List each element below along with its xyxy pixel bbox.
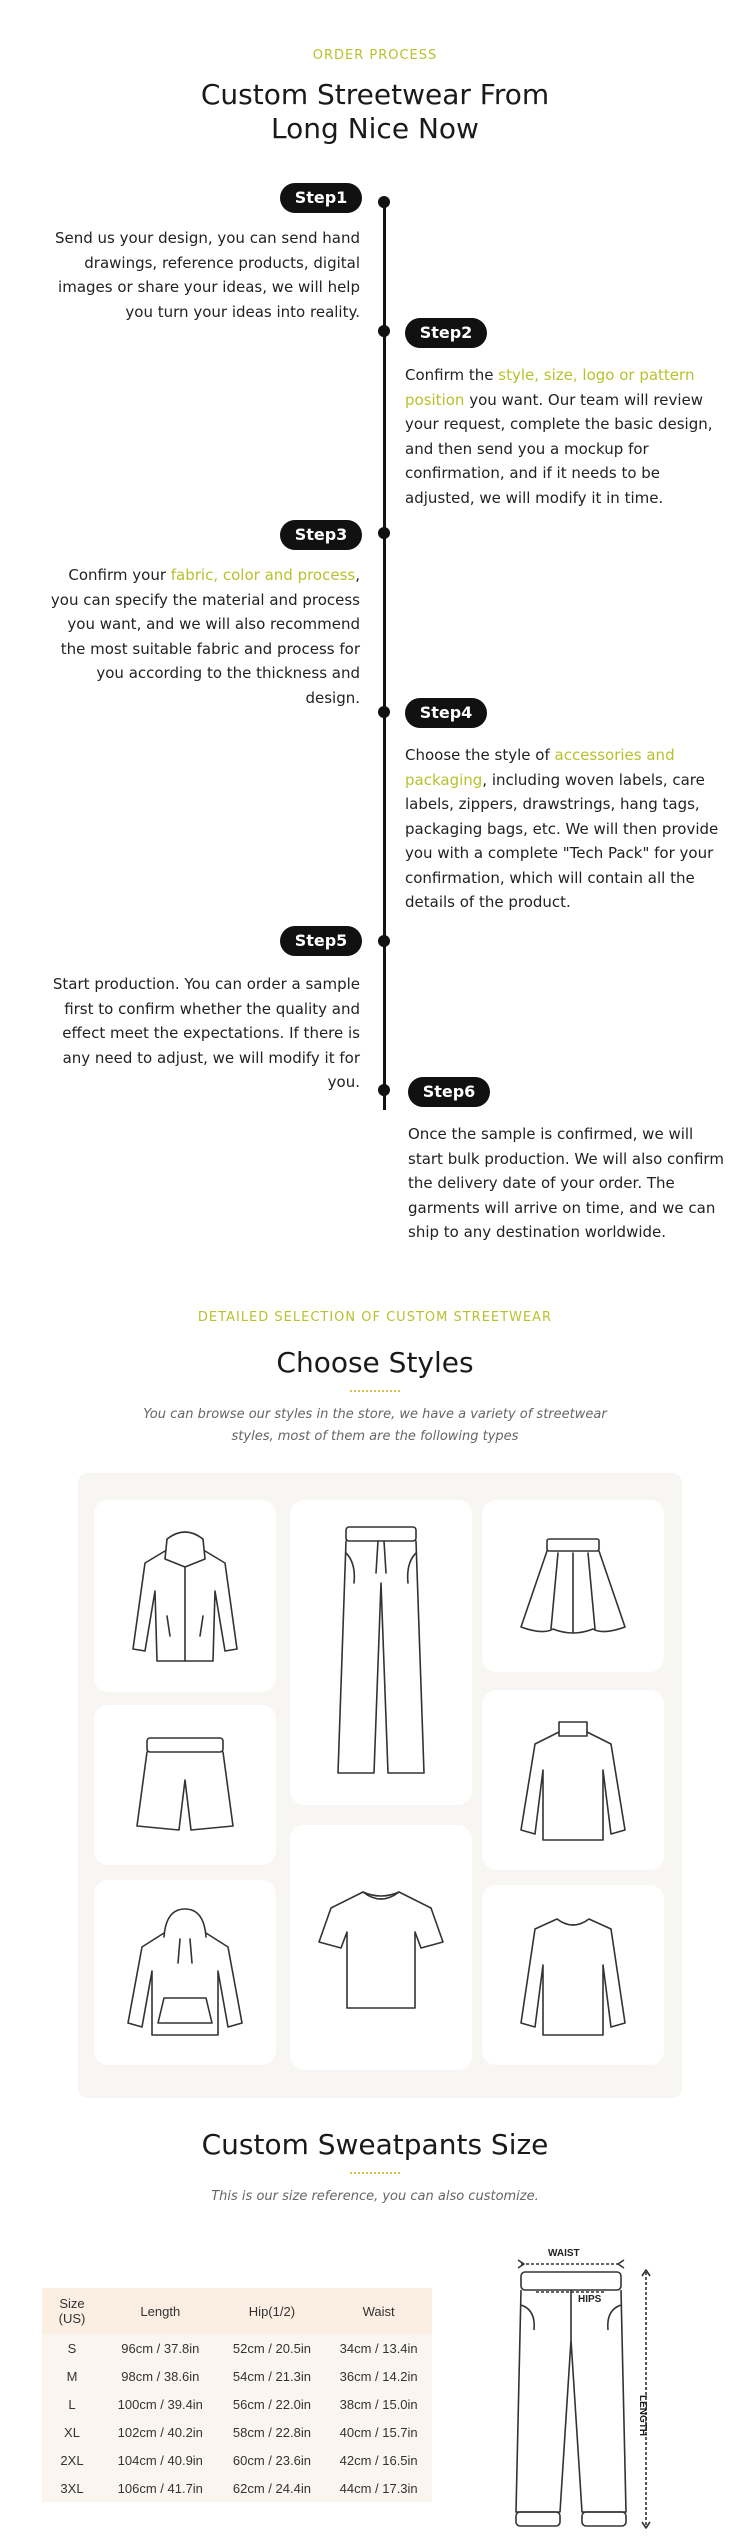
step-4-badge: Step4	[405, 698, 487, 728]
styles-eyebrow: DETAILED SELECTION OF CUSTOM STREETWEAR	[197, 1310, 553, 1325]
step-1-badge: Step1	[280, 183, 362, 213]
order-process-eyebrow: ORDER PROCESS	[312, 48, 438, 63]
cell-size: 2XL	[42, 2446, 102, 2474]
title-divider	[350, 1390, 400, 1392]
step-2-badge: Step2	[405, 318, 487, 348]
title-divider	[350, 2172, 400, 2174]
style-card-sweatpants[interactable]	[290, 1500, 472, 1805]
step-6-badge: Step6	[408, 1077, 490, 1107]
step-text-highlight: style, size, logo or pattern position	[405, 366, 695, 409]
sweatpants-measure-figure	[496, 2250, 686, 2544]
step-text-segment: you want. Our team will review your request, complete the basic design, and then send you a mockup for confirmation, and if it needs to be adjusted, we will modify it in time.	[405, 390, 713, 507]
size-table	[42, 2288, 432, 2502]
step-4-text	[405, 743, 725, 915]
tshirt-icon	[311, 1878, 451, 2018]
step-text-segment: Confirm your	[68, 566, 171, 584]
step-text-segment: , you can specify the material and process you want, and we will also recommend the most suitable fabric and process for you according to the thickness and design.	[50, 566, 360, 707]
table-row	[42, 2362, 432, 2390]
cell-length: 96cm / 37.8in	[102, 2334, 219, 2362]
style-card-tshirt[interactable]	[290, 1825, 472, 2070]
title-line-1: Custom Streetwear From	[200, 78, 550, 111]
zip-hoodie-icon	[125, 1521, 245, 1671]
step-text-segment: Once the sample is confirmed, we will start bulk production. We will also confirm the delivery date of your order. The garments will arrive on time, and we can ship to any destination worldwide.	[408, 1125, 724, 1241]
timeline-dot	[378, 196, 390, 208]
table-row	[42, 2446, 432, 2474]
cell-length: 104cm / 40.9in	[102, 2446, 219, 2474]
cell-hip: 60cm / 23.6in	[219, 2446, 326, 2474]
length-label: LENGTH	[637, 2395, 648, 2437]
style-card-sweatshirt[interactable]	[482, 1690, 664, 1870]
cell-waist: 34cm / 13.4in	[325, 2334, 432, 2362]
cell-size: M	[42, 2362, 102, 2390]
style-card-skirt[interactable]	[482, 1500, 664, 1672]
size-subtitle: This is our size reference, you can also customize.	[211, 2189, 539, 2204]
step-text-segment: Send us your design, you can send hand drawings, reference products, digital images or share your ideas, we will help you turn your ideas into reality.	[54, 229, 360, 321]
step-5-badge: Step5	[280, 926, 362, 956]
cell-waist: 36cm / 14.2in	[325, 2362, 432, 2390]
cell-length: 102cm / 40.2in	[102, 2418, 219, 2446]
cell-waist: 44cm / 17.3in	[325, 2474, 432, 2502]
order-process-title	[0, 78, 750, 146]
col-header-hip: Hip(1/2)	[219, 2288, 326, 2334]
timeline-dot	[378, 325, 390, 337]
waist-label: WAIST	[548, 2248, 580, 2259]
cell-hip: 58cm / 22.8in	[219, 2418, 326, 2446]
styles-title: Choose Styles	[276, 1346, 474, 1379]
style-card-long-sleeve-tee[interactable]	[482, 1885, 664, 2065]
table-row	[42, 2474, 432, 2502]
col-header-size	[42, 2288, 102, 2334]
step-text-segment: Start production. You can order a sample first to confirm whether the quality and effect meet the expectations. If there is any need to adjust, we will modify it for you.	[52, 975, 360, 1091]
step-2-text	[405, 363, 725, 510]
col-header-waist: Waist	[325, 2288, 432, 2334]
size-table-header-row	[42, 2288, 432, 2334]
timeline-dot	[378, 935, 390, 947]
cell-size: XL	[42, 2418, 102, 2446]
step-3-text	[40, 563, 360, 710]
table-row	[42, 2334, 432, 2362]
step-5-text	[40, 972, 360, 1095]
step-text-highlight: fabric, color and process	[170, 566, 356, 584]
cell-length: 106cm / 41.7in	[102, 2474, 219, 2502]
styles-subtitle: You can browse our styles in the store, we have a variety of streetwear styles, most of them are the following types	[143, 1407, 607, 1444]
skirt-icon	[513, 1531, 633, 1641]
style-card-pullover-hoodie[interactable]	[94, 1880, 276, 2065]
cell-hip: 52cm / 20.5in	[219, 2334, 326, 2362]
table-row	[42, 2418, 432, 2446]
hips-label: HIPS	[578, 2294, 602, 2305]
timeline-dot	[378, 706, 390, 718]
cell-hip: 56cm / 22.0in	[219, 2390, 326, 2418]
step-1-text	[40, 226, 360, 324]
timeline-dot	[378, 527, 390, 539]
cell-size: L	[42, 2390, 102, 2418]
cell-size: S	[42, 2334, 102, 2362]
title-line-2: Long Nice Now	[271, 112, 479, 145]
step-6-text	[408, 1122, 728, 1245]
step-text-highlight: accessories and packaging	[405, 746, 675, 789]
cell-length: 100cm / 39.4in	[102, 2390, 219, 2418]
table-row	[42, 2390, 432, 2418]
shorts-icon	[125, 1730, 245, 1840]
cell-length: 98cm / 38.6in	[102, 2362, 219, 2390]
cell-hip: 62cm / 24.4in	[219, 2474, 326, 2502]
step-text-segment: Choose the style of	[405, 746, 555, 764]
step-text-segment: Confirm the	[405, 366, 499, 384]
step-text-segment: , including woven labels, care labels, zippers, drawstrings, hang tags, packaging bags, etc. We will then provide you with a complete "Tech Pack" for your confirmation, which will contain all the details of the product.	[405, 770, 719, 911]
cell-size: 3XL	[42, 2474, 102, 2502]
sweatshirt-icon	[513, 1710, 633, 1850]
timeline-dot	[378, 1084, 390, 1096]
pullover-hoodie-icon	[120, 1903, 250, 2043]
size-title: Custom Sweatpants Size	[201, 2128, 549, 2161]
cell-waist: 42cm / 16.5in	[325, 2446, 432, 2474]
long-sleeve-tee-icon	[513, 1905, 633, 2045]
col-header-length: Length	[102, 2288, 219, 2334]
sweatpants-icon	[326, 1523, 436, 1783]
style-card-shorts[interactable]	[94, 1705, 276, 1865]
cell-hip: 54cm / 21.3in	[219, 2362, 326, 2390]
step-3-badge: Step3	[280, 520, 362, 550]
style-card-zip-hoodie[interactable]	[94, 1500, 276, 1692]
cell-waist: 38cm / 15.0in	[325, 2390, 432, 2418]
header-label: Size (US)	[58, 2296, 86, 2326]
cell-waist: 40cm / 15.7in	[325, 2418, 432, 2446]
